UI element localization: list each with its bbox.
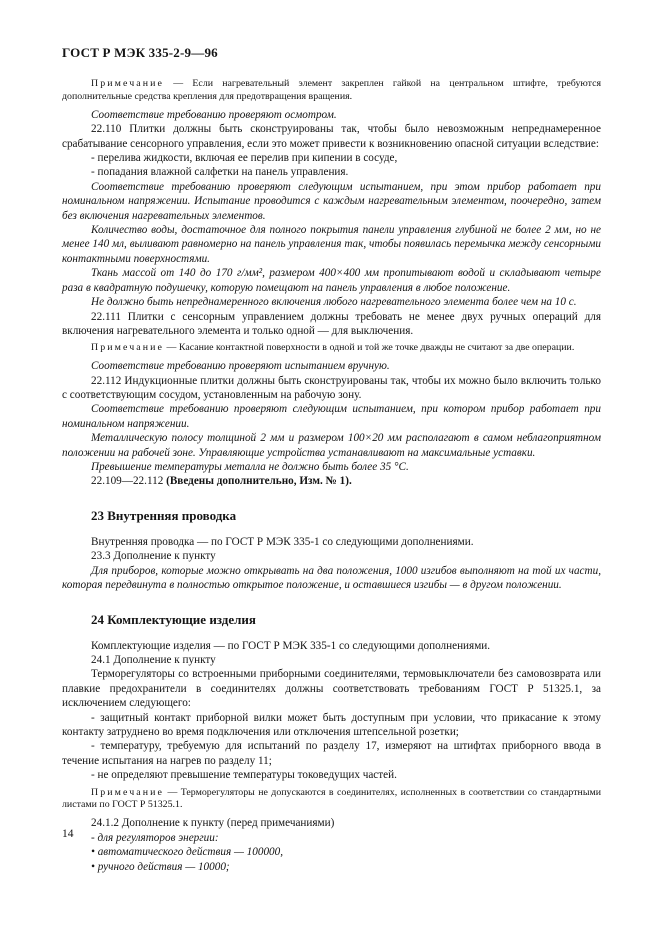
- note-nut-fastening: [62, 78, 601, 104]
- note-thermostats: [62, 787, 601, 813]
- section-23-3-title: 23.3 Дополнение к пункту: [91, 550, 216, 563]
- paragraph-22-112: 22.112 Индукционные плитки должны быть сконструированы так, чтобы их можно было включить только с соответствующим сосудом, установленным на рабочую зону.: [62, 374, 601, 402]
- paragraph-22-110: 22.110 Плитки должны быть сконструированы так, чтобы было невозможным непреднамеренное срабатывание сенсорного управления, если это может привести к возникновению опасной ситуации вследствие:: [62, 123, 601, 150]
- paragraph-water-amount: Количество воды, достаточное для полного покрытия панели управления глубиной не более 2 мм, но не менее 140 мл, выливают равномерно на панель управления так, чтобы появилась перемычка между сенсорными контактными поверхностями.: [62, 224, 601, 265]
- section-24-title: 24 Комплектующие изделия: [91, 611, 256, 627]
- paragraph-22-111: 22.111 Плитки с сенсорным управлением должны требовать не менее двух ручных операций для включения нагревательного элемента и только одной — для выключения.: [62, 310, 601, 337]
- note-double-touch: [62, 342, 601, 355]
- list-item-no-temperature-rise: - не определяют превышение температуры токоведущих частей.: [91, 769, 397, 782]
- page-number: 14: [62, 828, 74, 840]
- list-item-protective-contact: - защитный контакт приборной вилки может быть доступным при условии, что прикасание к этому контакту затруднено во время подключения или отключения штепсельной розетки;: [62, 711, 601, 738]
- section-23-intro: Внутренняя проводка — по ГОСТ Р МЭК 335-1 со следующими дополнениями.: [91, 535, 474, 548]
- paragraph-manual-test: Соответствие требованию проверяют испытанием вручную.: [91, 360, 390, 373]
- list-item-wet-cloth: - попадания влажной салфетки на панель управления.: [91, 166, 349, 179]
- list-item-energy-regulators: - для регуляторов энергии:: [91, 831, 219, 844]
- section-24-intro: Комплектующие изделия — по ГОСТ Р МЭК 335-1 со следующими дополнениями.: [91, 639, 491, 652]
- paragraph-inspection: Соответствие требованию проверяют осмотром.: [91, 108, 337, 121]
- note-text: — Если нагревательный элемент закреплен гайкой на центральном штифте, требуются дополнительные средства крепления для предотвращения вращения.: [62, 78, 601, 102]
- paragraph-cloth: Ткань массой от 140 до 170 г/мм², размером 400×400 мм пропитывают водой и складывают четыре раза в квадратную подушечку, которую помещают на панель управления в любое положение.: [62, 267, 601, 294]
- note-text: — Касание контактной поверхности в одной и той же точке дважды не считают за две операции.: [164, 342, 575, 354]
- paragraph-test-procedure: Соответствие требованию проверяют следующим испытанием, при этом прибор работает при номинальном напряжении. Испытание проводится с каждым нагревательным элементом, поочередно, затем без включения нагревательных элементов.: [62, 180, 601, 222]
- paragraph-no-activation: Не должно быть непреднамеренного включения любого нагревательного элемента более чем на 10 с.: [91, 296, 577, 309]
- section-24-1-text: Терморегуляторы со встроенными приборными соединителями, термовыключатели без самовозврата или плавкие предохранители в соединителях должны соответствовать требованиям ГОСТ Р 51325.1, за исключением следующего:: [62, 668, 601, 710]
- section-24-1-title: 24.1 Дополнение к пункту: [91, 653, 216, 666]
- amendment-range: 22.109—22.112: [91, 475, 167, 488]
- section-24-1-2-title: 24.1.2 Дополнение к пункту (перед примечаниями): [91, 817, 335, 830]
- note-label: Примечание: [91, 342, 165, 354]
- paragraph-metal-strip: Металлическую полосу толщиной 2 мм и размером 100×20 мм располагают в самом неблагоприятном положении на рабочей зоне. Управляющие устройства устанавливают на максимальные уставки.: [62, 432, 601, 459]
- paragraph-amendment: [62, 474, 601, 488]
- bullet-automatic: • автоматического действия — 100000,: [91, 846, 284, 859]
- list-item-temperature-pins: - температуру, требуемую для испытаний по разделу 17, измеряют на штифтах приборного ввода в течение испытания на нагрев по разделу 11;: [62, 740, 601, 767]
- paragraph-test-induction: Соответствие требованию проверяют следующим испытанием, при котором прибор работает при номинальном напряжении.: [62, 403, 601, 430]
- paragraph-temperature-rise: Превышение температуры металла не должно быть более 35 °С.: [91, 461, 409, 474]
- note-text: — Терморегуляторы не допускаются в соединителях, исполненных в соответствии со стандартными листами по ГОСТ Р 51325.1.: [62, 786, 601, 811]
- list-item-overflow: - перелива жидкости, включая ее перелив при кипении в сосуде,: [91, 152, 398, 165]
- amendment-note: (Введены дополнительно, Изм. № 1).: [166, 475, 352, 488]
- section-23-3-text: Для приборов, которые можно открывать на два положения, 1000 изгибов выполняют на той их части, которая передвинута в полностью открытое положение, и оставшиеся изгибы — в другом положении.: [62, 564, 601, 592]
- note-label: Примечание: [91, 786, 165, 798]
- section-23-title: 23 Внутренняя проводка: [91, 507, 237, 523]
- document-header: ГОСТ Р МЭК 335-2-9—96: [62, 45, 218, 60]
- bullet-manual: • ручного действия — 10000;: [91, 860, 230, 873]
- note-label: Примечание: [91, 78, 165, 89]
